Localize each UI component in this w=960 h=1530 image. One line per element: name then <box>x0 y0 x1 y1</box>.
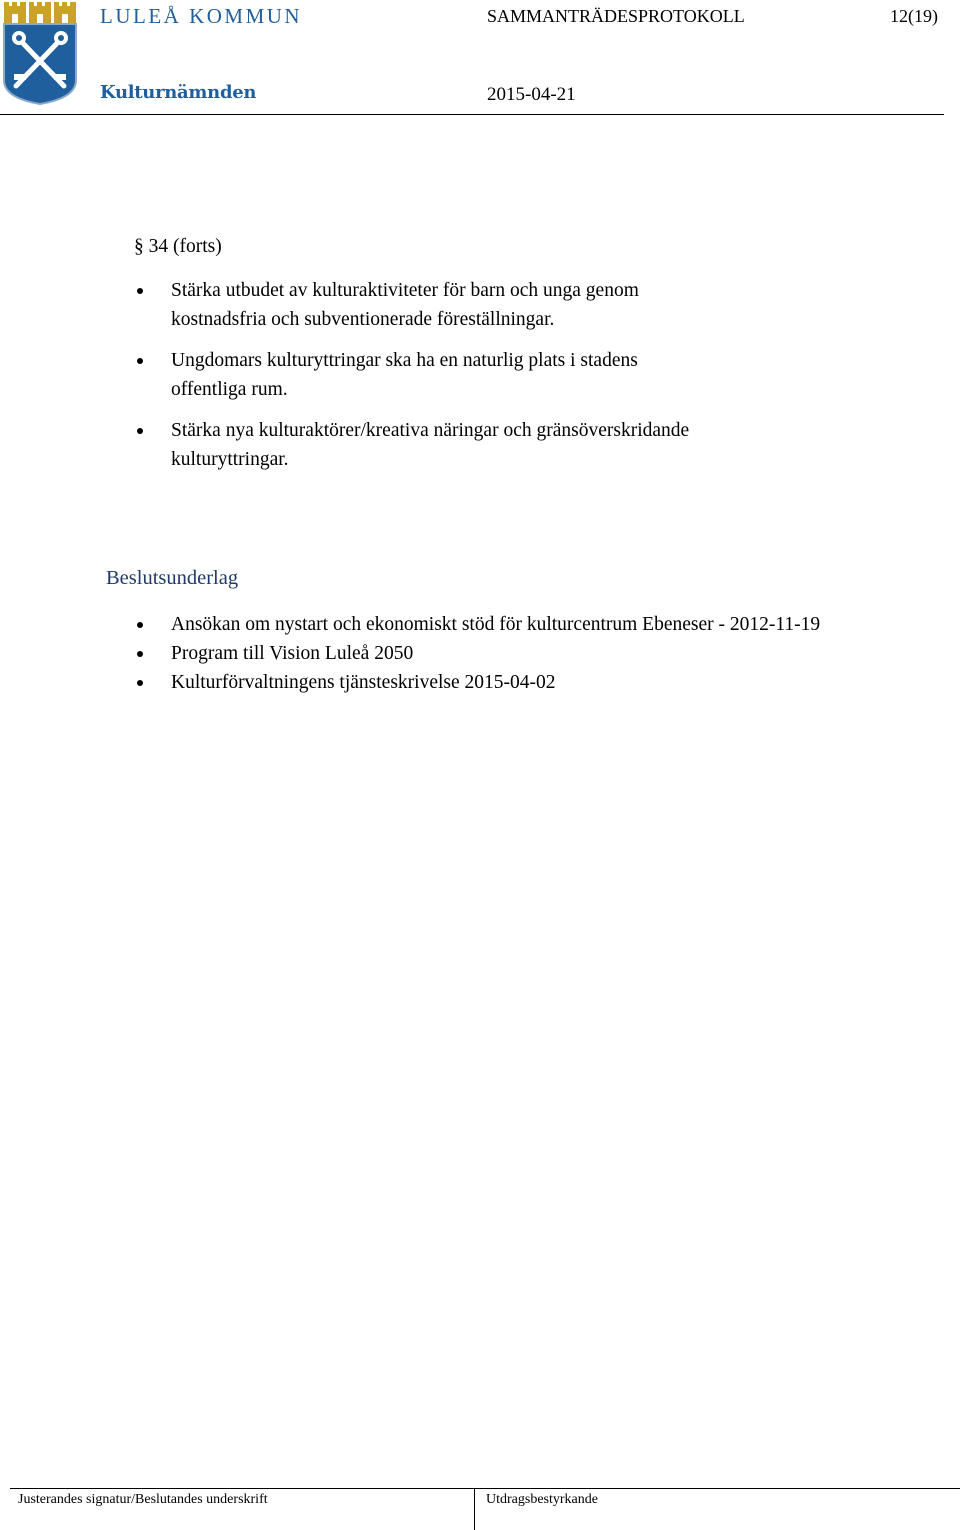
footer-divider <box>10 1488 960 1489</box>
goal-list <box>0 276 960 486</box>
signature-label: Justerandes signatur/Beslutandes underskrift <box>18 1492 268 1507</box>
section-heading: Beslutsunderlag <box>106 567 239 589</box>
list-item: Ungdomars kulturyttringar ska ha en naturlig plats i stadens offentliga rum. <box>0 346 691 404</box>
meeting-date: 2015-04-21 <box>487 84 576 105</box>
organization-name: LULEÅ KOMMUN <box>100 4 303 28</box>
page-number: 12(19) <box>890 6 938 26</box>
bullet-icon <box>137 680 143 686</box>
list-item: Ansökan om nystart och ekonomiskt stöd för kulturcentrum Ebeneser - 2012-11-19 <box>0 610 851 639</box>
list-item: Stärka utbudet av kulturaktiviteter för barn och unga genom kostnadsfria och subventionerade föreställningar. <box>0 276 691 334</box>
committee-name: Kulturnämnden <box>100 82 257 103</box>
basis-list <box>0 610 960 697</box>
bullet-icon <box>137 622 143 628</box>
bullet-icon <box>137 651 143 657</box>
section-reference: § 34 (forts) <box>134 236 222 257</box>
certification-label: Utdragsbestyrkande <box>486 1492 598 1507</box>
list-item: Stärka nya kulturaktörer/kreativa näringar och gränsöverskridande kulturyttringar. <box>0 416 691 474</box>
list-item: Program till Vision Luleå 2050 <box>0 639 851 668</box>
bullet-icon <box>137 358 143 364</box>
bullet-icon <box>137 288 143 294</box>
coat-of-arms-icon <box>2 2 78 106</box>
footer-column-divider <box>474 1488 475 1530</box>
header-divider <box>0 114 944 115</box>
document-type: SAMMANTRÄDESPROTOKOLL <box>487 6 745 26</box>
list-item: Kulturförvaltningens tjänsteskrivelse 2015-04-02 <box>0 668 851 697</box>
bullet-icon <box>137 428 143 434</box>
